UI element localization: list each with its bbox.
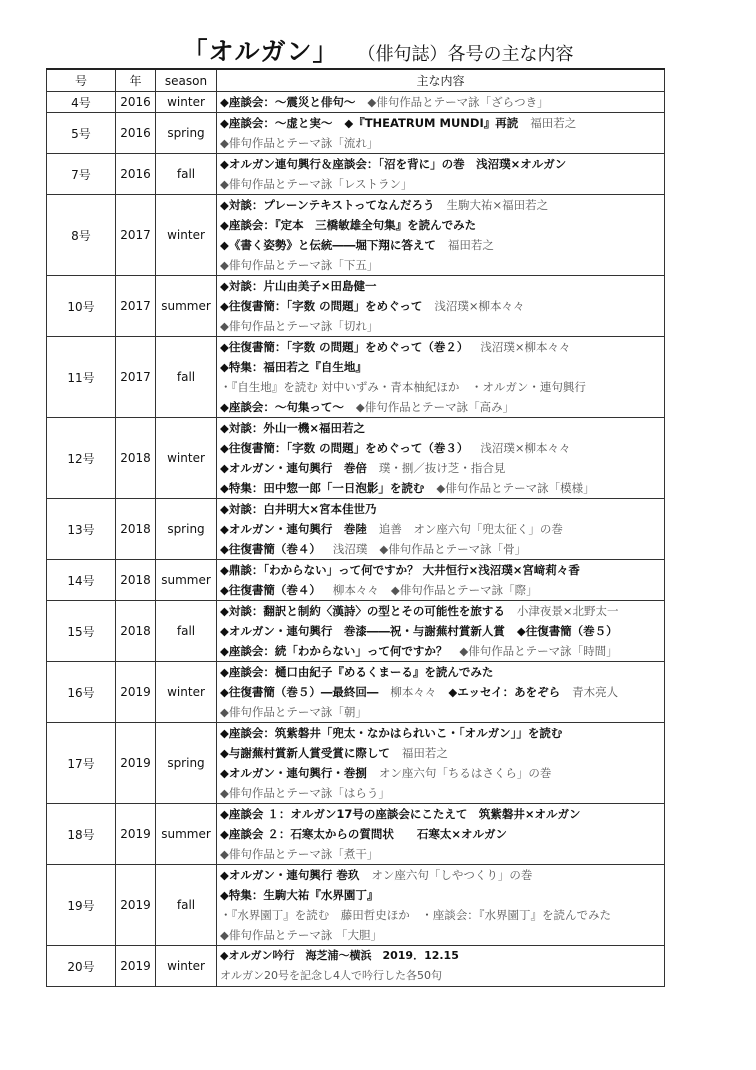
content-item: 浅沼璞	[332, 542, 368, 556]
cell-year: 2016	[116, 154, 156, 195]
content-item-bold: ◆往復書簡：「字数 の問題」をめぐって（巻２）	[220, 340, 469, 354]
content-item-bold: ◆座談会：筑紫磐井「兜太・なかはられいこ・「オルガン」」を読む	[220, 726, 563, 740]
content-item-bold: ◆往復書簡（巻５）―最終回―	[220, 685, 379, 699]
cell-season: winter	[156, 946, 217, 987]
cell-season: fall	[156, 865, 217, 946]
content-line	[220, 743, 664, 763]
content-line	[220, 458, 664, 478]
cell-season: winter	[156, 662, 217, 723]
cell-issue: 19号	[47, 865, 116, 946]
content-line	[220, 885, 664, 905]
content-line	[220, 255, 664, 275]
cell-content	[217, 418, 665, 499]
content-item-bold: ◆対談：片山由美子×田島健一	[220, 279, 377, 293]
content-item-bold: ◆往復書簡：「字数 の問題」をめぐって	[220, 299, 423, 313]
table-row	[47, 804, 665, 865]
content-line	[220, 783, 664, 803]
cell-season: fall	[156, 337, 217, 418]
cell-issue: 15号	[47, 601, 116, 662]
content-line	[220, 804, 664, 824]
cell-year: 2018	[116, 499, 156, 560]
content-item-bold: ◆座談会：樋口由紀子『めるくまーる』を読んでみた	[220, 665, 494, 679]
cell-season: summer	[156, 276, 217, 337]
content-item-bold: ◆《書く姿勢》と伝統――堀下翔に答えて	[220, 238, 436, 252]
content-item-bold: ◆往復書簡（巻５）	[516, 624, 618, 638]
content-line	[220, 276, 664, 296]
content-item: オルガン20号を記念し4人で吟行した各50句	[220, 969, 442, 982]
content-line	[220, 946, 664, 966]
content-line	[220, 499, 664, 519]
cell-issue: 16号	[47, 662, 116, 723]
content-line	[220, 925, 664, 945]
cell-content	[217, 499, 665, 560]
content-item-bold: ◆対談：プレーンテキストってなんだろう	[220, 198, 435, 212]
cell-season: spring	[156, 499, 217, 560]
content-line	[220, 702, 664, 722]
content-item: 浅沼璞×柳本々々	[434, 299, 525, 313]
content-line	[220, 662, 664, 682]
cell-content	[217, 560, 665, 601]
content-item-bold: ◆往復書簡（巻４）	[220, 542, 321, 556]
content-item: 柳本々々	[332, 583, 379, 597]
cell-content	[217, 113, 665, 154]
content-line	[220, 154, 664, 174]
content-line	[220, 601, 664, 621]
content-line	[220, 357, 664, 377]
title-sub: （俳句誌）各号の主な内容	[357, 44, 574, 65]
content-line	[220, 641, 664, 661]
content-line	[220, 92, 664, 112]
cell-issue: 4号	[47, 92, 116, 113]
table-row	[47, 946, 665, 987]
content-item: ◆俳句作品とテーマ詠「煮干」	[220, 847, 379, 861]
content-item-bold: ◆エッセイ：あをぞら	[448, 685, 561, 699]
cell-content	[217, 276, 665, 337]
table-row	[47, 662, 665, 723]
content-line	[220, 824, 664, 844]
content-item-bold: ◆座談会：～震災と俳句～	[220, 95, 356, 109]
table-row	[47, 499, 665, 560]
cell-issue: 8号	[47, 195, 116, 276]
content-line	[220, 235, 664, 255]
content-item: ◆俳句作品とテーマ詠「時間」	[459, 644, 618, 658]
content-line	[220, 133, 664, 153]
contents-table	[46, 68, 665, 987]
cell-content	[217, 946, 665, 987]
content-item-bold: ◆座談会：続「わからない」って何ですか？	[220, 644, 448, 658]
cell-year: 2018	[116, 560, 156, 601]
cell-year: 2019	[116, 946, 156, 987]
content-item-bold: ◆特集：福田若之『自生地』	[220, 360, 367, 374]
cell-content	[217, 92, 665, 113]
cell-season: spring	[156, 723, 217, 804]
content-item-bold: ◆オルガン吟行 海芝浦～横浜 2019．12.15	[220, 949, 459, 962]
content-line	[220, 519, 664, 539]
content-line	[220, 580, 664, 600]
content-line	[220, 905, 664, 925]
cell-content	[217, 804, 665, 865]
content-item-bold: ◆対談：翻訳と制約〈漢詩〉の型とその可能性を旅する	[220, 604, 505, 618]
content-item: ◆俳句作品とテーマ詠「はらう」	[220, 786, 390, 800]
content-item-bold: ◆座談会：『定本 三橋敏雄全句集』を読んでみた	[220, 218, 477, 232]
content-line	[220, 723, 664, 743]
table-row	[47, 865, 665, 946]
content-line	[220, 113, 664, 133]
cell-content	[217, 865, 665, 946]
cell-year: 2017	[116, 337, 156, 418]
cell-issue: 18号	[47, 804, 116, 865]
content-item-bold: ◆対談：白井明大×宮本佳世乃	[220, 502, 377, 516]
content-item: オン座六句「ちるはさくら」の巻	[378, 766, 552, 780]
content-item: ◆俳句作品とテーマ詠「ざらつき」	[367, 95, 549, 109]
content-item-bold: ◆オルガン・連句興行・巻捌	[220, 766, 367, 780]
table-row	[47, 195, 665, 276]
header-season: season	[156, 69, 217, 92]
content-line	[220, 865, 664, 885]
content-item: 浅沼璞×柳本々々	[480, 441, 571, 455]
content-item-bold: ◆特集：生駒大祐『水界園丁』	[220, 888, 379, 902]
content-line	[220, 966, 664, 986]
cell-content	[217, 662, 665, 723]
content-item-bold: ◆往復書簡（巻４）	[220, 583, 321, 597]
table-row	[47, 723, 665, 804]
content-item-bold: ◆座談会：～虚と実～	[220, 116, 333, 130]
content-item: 追善 オン座六句「兜太征く」の巻	[378, 522, 563, 536]
content-item: 柳本々々	[390, 685, 437, 699]
content-item: ・『水界園丁』を読む 藤田哲史ほか ・座談会：『水界園丁』を読んでみた	[220, 908, 611, 922]
content-item: ◆俳句作品とテーマ詠 「大胆」	[220, 928, 382, 942]
cell-season: winter	[156, 418, 217, 499]
content-item: ◆俳句作品とテーマ詠「模様」	[436, 481, 595, 495]
content-item-bold: ◆座談会 ２：石寒太からの質問状 石寒太×オルガン	[220, 827, 507, 841]
content-line	[220, 560, 664, 580]
cell-content	[217, 723, 665, 804]
table-row	[47, 560, 665, 601]
content-item: ◆俳句作品とテーマ詠「下五」	[220, 258, 379, 272]
content-line	[220, 682, 664, 702]
content-item: 浅沼璞×柳本々々	[480, 340, 571, 354]
cell-year: 2017	[116, 276, 156, 337]
content-item: 生駒大祐×福田若之	[446, 198, 549, 212]
cell-issue: 12号	[47, 418, 116, 499]
cell-year: 2019	[116, 723, 156, 804]
cell-issue: 11号	[47, 337, 116, 418]
content-line	[220, 296, 664, 316]
content-item: ・『自生地』を読む 対中いずみ・青本柚紀ほか ・オルガン・連句興行	[220, 380, 586, 394]
cell-season: spring	[156, 113, 217, 154]
cell-issue: 20号	[47, 946, 116, 987]
table-row	[47, 276, 665, 337]
content-item: オン座六句「しやつくり」の巻	[371, 868, 533, 882]
table-row	[47, 154, 665, 195]
title-main: 「オルガン」	[182, 37, 339, 66]
cell-year: 2016	[116, 92, 156, 113]
content-item-bold: ◆オルガン・連句興行 巻漆――祝・与謝蕪村賞新人賞	[220, 624, 505, 638]
content-item-bold: ◆鼎談：「わからない」って何ですか？ 大井恒行×浅沼璞×宮﨑莉々香	[220, 563, 580, 577]
content-item: 福田若之	[530, 116, 577, 130]
content-item-bold: ◆対談：外山一機×福田若之	[220, 421, 365, 435]
content-line	[220, 844, 664, 864]
content-item-bold: ◆与謝蕪村賞新人賞受賞に際して	[220, 746, 390, 760]
cell-content	[217, 195, 665, 276]
content-line	[220, 377, 664, 397]
cell-season: fall	[156, 154, 217, 195]
cell-content	[217, 601, 665, 662]
content-item-bold: ◆特集：田中惣一郎「一日泡影」を読む	[220, 481, 425, 495]
cell-year: 2019	[116, 662, 156, 723]
content-item-bold: ◆座談会 １：オルガン17号の座談会にこたえて 筑紫磐井×オルガン	[220, 807, 581, 821]
cell-issue: 5号	[47, 113, 116, 154]
table-row	[47, 113, 665, 154]
content-line	[220, 438, 664, 458]
content-line	[220, 215, 664, 235]
content-item: ◆俳句作品とテーマ詠「骨」	[379, 542, 527, 556]
cell-issue: 10号	[47, 276, 116, 337]
cell-season: winter	[156, 195, 217, 276]
cell-content	[217, 154, 665, 195]
content-line	[220, 174, 664, 194]
content-item-bold: ◆オルガン連句興行＆座談会：「沼を背に」の巻 浅沼璞×オルガン	[220, 157, 567, 171]
content-item-bold: ◆座談会：～句集って～	[220, 400, 344, 414]
content-line	[220, 316, 664, 336]
content-item: ◆俳句作品とテーマ詠「レストラン」	[220, 177, 413, 191]
cell-season: summer	[156, 804, 217, 865]
content-line	[220, 418, 664, 438]
content-line	[220, 539, 664, 559]
cell-year: 2017	[116, 195, 156, 276]
cell-season: winter	[156, 92, 217, 113]
content-item: 璞・捌／抜け芝・指合見	[378, 461, 506, 475]
content-item-bold: ◆オルガン・連句興行 巻陸	[220, 522, 367, 536]
cell-season: fall	[156, 601, 217, 662]
page-title	[0, 32, 756, 68]
content-item-bold: ◆往復書簡：「字数 の問題」をめぐって（巻３）	[220, 441, 469, 455]
cell-year: 2019	[116, 804, 156, 865]
content-item: ◆俳句作品とテーマ詠「際」	[390, 583, 538, 597]
cell-year: 2018	[116, 601, 156, 662]
table-row	[47, 92, 665, 113]
cell-year: 2016	[116, 113, 156, 154]
header-issue: 号	[47, 69, 116, 92]
cell-year: 2018	[116, 418, 156, 499]
cell-content	[217, 337, 665, 418]
table-row	[47, 337, 665, 418]
content-line	[220, 337, 664, 357]
header-content: 主な内容	[217, 69, 665, 92]
cell-season: summer	[156, 560, 217, 601]
content-item: ◆俳句作品とテーマ詠「朝」	[220, 705, 367, 719]
content-item: ◆俳句作品とテーマ詠「流れ」	[220, 136, 379, 150]
content-item: 福田若之	[447, 238, 494, 252]
content-item-bold: ◆『THEATRUM MUNDI』再読	[344, 116, 519, 130]
table-header-row	[47, 69, 665, 92]
table-row	[47, 418, 665, 499]
cell-issue: 17号	[47, 723, 116, 804]
content-item: 小津夜景×北野太一	[516, 604, 619, 618]
content-item: ◆俳句作品とテーマ詠「切れ」	[220, 319, 379, 333]
header-year: 年	[116, 69, 156, 92]
table-row	[47, 601, 665, 662]
content-line	[220, 195, 664, 215]
content-item: 青木亮人	[572, 685, 619, 699]
content-item-bold: ◆オルガン・連句興行 巻玖	[220, 868, 360, 882]
content-item: ◆俳句作品とテーマ詠「高み」	[355, 400, 515, 414]
content-item-bold: ◆オルガン・連句興行 巻倍	[220, 461, 367, 475]
cell-issue: 14号	[47, 560, 116, 601]
content-item: 福田若之	[401, 746, 448, 760]
cell-year: 2019	[116, 865, 156, 946]
cell-issue: 13号	[47, 499, 116, 560]
content-line	[220, 397, 664, 417]
content-line	[220, 478, 664, 498]
content-line	[220, 763, 664, 783]
content-line	[220, 621, 664, 641]
cell-issue: 7号	[47, 154, 116, 195]
